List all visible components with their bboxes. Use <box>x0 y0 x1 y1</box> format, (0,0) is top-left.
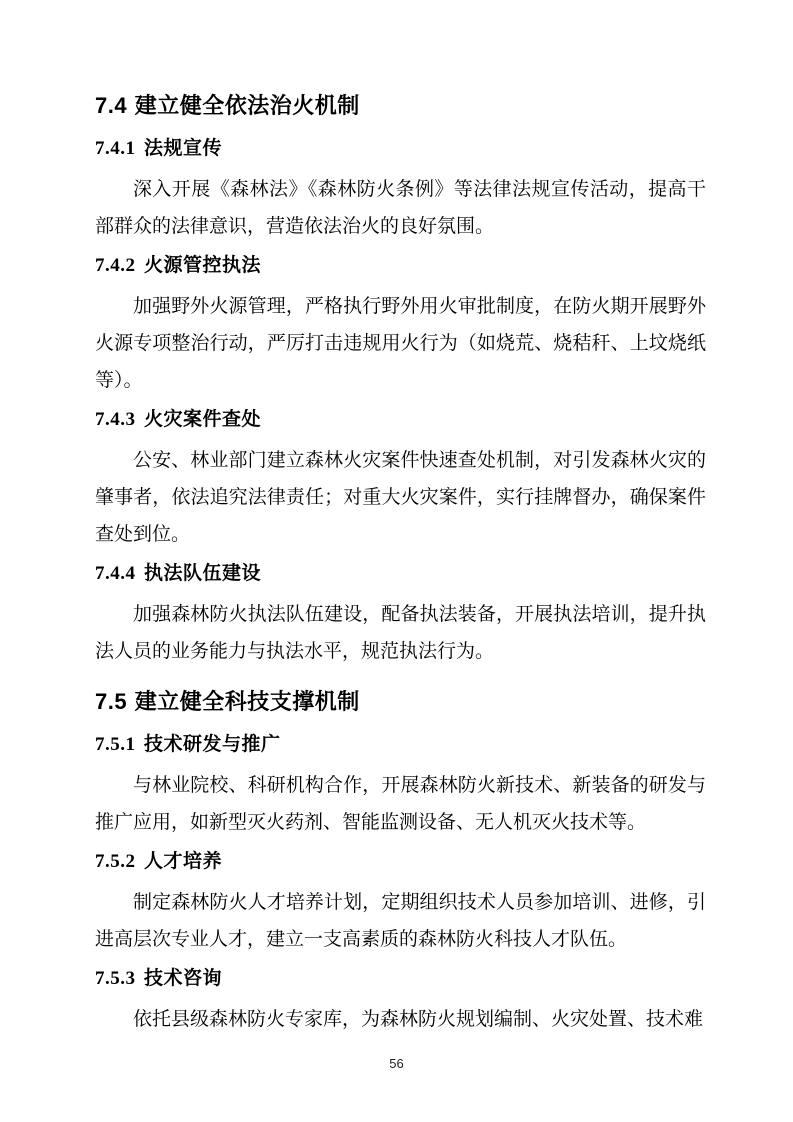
paragraph-7-4-1: 深入开展《森林法》《森林防火条例》等法律法规宣传活动，提高干部群众的法律意识，营造依法治火的良好氛围。 <box>95 179 706 237</box>
subsection-number: 7.5.1 <box>95 734 136 755</box>
subsection-title: 火灾案件查处 <box>144 409 262 430</box>
subsection-title: 执法队伍建设 <box>144 563 262 584</box>
subsection-number: 7.4.1 <box>95 138 136 159</box>
paragraph-7-5-3: 依托县级森林防火专家库，为森林防火规划编制、火灾处置、技术难 <box>133 1009 704 1030</box>
subsection-heading-7-4-2 <box>95 253 706 279</box>
section-title: 建立健全依法治火机制 <box>134 93 360 118</box>
subsection-heading-7-4-1 <box>95 136 706 162</box>
section-heading-7-5 <box>95 688 706 716</box>
subsection-heading-7-4-4 <box>95 561 706 587</box>
subsection-heading-7-5-3 <box>95 966 706 992</box>
subsection-number: 7.4.4 <box>95 563 136 584</box>
subsection-title: 人才培养 <box>144 851 223 872</box>
section-number: 7.5 <box>95 689 128 714</box>
subsection-number: 7.5.3 <box>95 968 136 989</box>
section-title: 建立健全科技支撑机制 <box>134 689 360 714</box>
subsection-title: 火源管控执法 <box>144 255 262 276</box>
subsection-heading-7-5-2 <box>95 849 706 875</box>
subsection-number: 7.4.3 <box>95 409 136 430</box>
subsection-heading-7-5-1 <box>95 732 706 758</box>
paragraph-7-4-3: 公安、林业部门建立森林火灾案件快速查处机制，对引发森林火灾的肇事者，依法追究法律责任；对重大火灾案件，实行挂牌督办，确保案件查处到位。 <box>95 450 706 545</box>
paragraph-7-5-2: 制定森林防火人才培养计划，定期组织技术人员参加培训、进修，引进高层次专业人才，建立一支高素质的森林防火科技人才队伍。 <box>95 892 706 950</box>
paragraph-7-5-1: 与林业院校、科研机构合作，开展森林防火新技术、新装备的研发与推广应用，如新型灭火药剂、智能监测设备、无人机灭火技术等。 <box>95 775 706 833</box>
document-content <box>95 92 706 1038</box>
subsection-number: 7.5.2 <box>95 851 136 872</box>
paragraph-7-4-4: 加强森林防火执法队伍建设，配备执法装备，开展执法培训，提升执法人员的业务能力与执法水平，规范执法行为。 <box>95 604 706 662</box>
subsection-title: 技术研发与推广 <box>144 734 281 755</box>
section-number: 7.4 <box>95 93 128 118</box>
paragraph-7-4-2: 加强野外火源管理，严格执行野外用火审批制度，在防火期开展野外火源专项整治行动，严厉打击违规用火行为（如烧荒、烧秸秆、上坟烧纸等）。 <box>95 296 706 391</box>
section-heading-7-4 <box>95 92 706 120</box>
subsection-number: 7.4.2 <box>95 255 136 276</box>
subsection-title: 法规宣传 <box>144 138 223 159</box>
page-number: 56 <box>389 1056 404 1071</box>
page-footer <box>0 1056 793 1071</box>
subsection-title: 技术咨询 <box>144 968 223 989</box>
subsection-heading-7-4-3 <box>95 407 706 433</box>
